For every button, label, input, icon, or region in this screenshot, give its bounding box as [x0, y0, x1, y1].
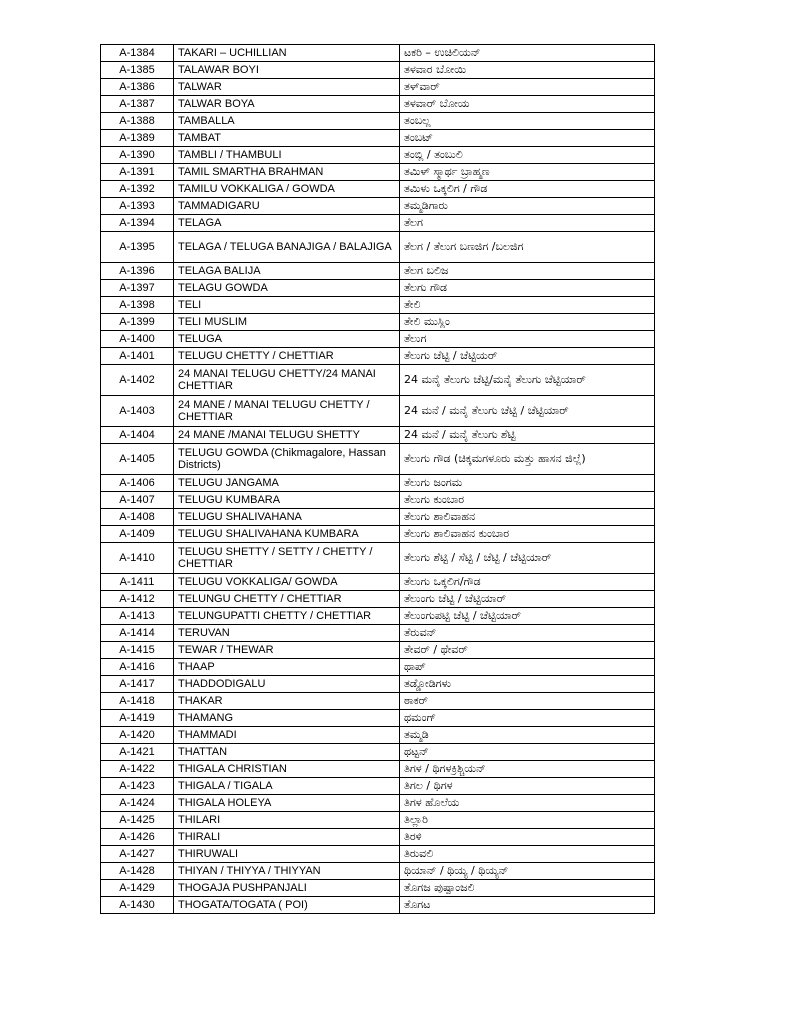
table-row [101, 880, 655, 897]
caste-name-english-cell: TERUVAN [174, 625, 400, 642]
caste-name-kannada-cell: ತಳವಾರ ಬೋಯಿ [400, 62, 655, 79]
caste-name-english-cell: THOGAJA PUSHPANJALI [174, 880, 400, 897]
caste-name-kannada-cell: ತೆಲುಗು ಜಂಗಮ [400, 475, 655, 492]
caste-code-cell: A-1394 [101, 215, 174, 232]
caste-name-english-cell: TAMILU VOKKALIGA / GOWDA [174, 181, 400, 198]
caste-name-english-cell: 24 MANAI TELUGU CHETTY/24 MANAI CHETTIAR [174, 365, 400, 396]
caste-code-cell: A-1392 [101, 181, 174, 198]
caste-name-english-cell: TAKARI – UCHILLIAN [174, 45, 400, 62]
caste-name-kannada-cell: ತೊಗಟ [400, 897, 655, 914]
table-row [101, 761, 655, 778]
table-row [101, 543, 655, 574]
caste-name-kannada-cell: ತಂಬ್ಲಿ / ತಂಬುಲಿ [400, 147, 655, 164]
caste-name-kannada-cell: ತಿಗಳ ಹೊಲೆಯ [400, 795, 655, 812]
caste-code-cell: A-1395 [101, 232, 174, 263]
caste-code-cell: A-1424 [101, 795, 174, 812]
caste-name-kannada-cell: ತೇಲಿ [400, 297, 655, 314]
caste-name-kannada-cell: ತೆಲುಗು ಗೌಡ (ಚಿಕ್ಕಮಗಳೂರು ಮತ್ತು ಹಾಸನ ಜಿಲ್ಲೆ) [400, 444, 655, 475]
caste-name-kannada-cell: ತೆಲಗ ಬಲಿಜ [400, 263, 655, 280]
caste-code-cell: A-1386 [101, 79, 174, 96]
caste-name-kannada-cell: ಟಕರಿ – ಉಚಿಲಿಯನ್ [400, 45, 655, 62]
caste-name-english-cell: TELAGA BALIJA [174, 263, 400, 280]
caste-name-english-cell: TELUGA [174, 331, 400, 348]
table-row [101, 608, 655, 625]
caste-code-cell: A-1407 [101, 492, 174, 509]
caste-name-kannada-cell: ತೆರುವನ್ [400, 625, 655, 642]
caste-name-kannada-cell: ತಡ್ಡೋಡಿಗಳು [400, 676, 655, 693]
caste-code-cell: A-1391 [101, 164, 174, 181]
caste-code-cell: A-1427 [101, 846, 174, 863]
table-row [101, 147, 655, 164]
table-row [101, 863, 655, 880]
caste-code-cell: A-1426 [101, 829, 174, 846]
caste-code-cell: A-1423 [101, 778, 174, 795]
caste-code-cell: A-1430 [101, 897, 174, 914]
caste-name-english-cell: TAMBALLA [174, 113, 400, 130]
caste-name-kannada-cell: ಥಿಯಾನ್ / ಥಿಯ್ಯ / ಥಿಯ್ಯನ್ [400, 863, 655, 880]
caste-name-english-cell: THATTAN [174, 744, 400, 761]
caste-name-kannada-cell: ತೆಲುಗು ಶಾಲಿವಾಹನ ಕುಂಬಾರ [400, 526, 655, 543]
table-row [101, 795, 655, 812]
caste-code-cell: A-1393 [101, 198, 174, 215]
caste-code-cell: A-1401 [101, 348, 174, 365]
table-row [101, 475, 655, 492]
caste-name-kannada-cell: ತಮಿಳು ಒಕ್ಕಲಿಗ / ಗೌಡ [400, 181, 655, 198]
table-row [101, 79, 655, 96]
caste-name-kannada-cell: ತಮಿಳ್ ಸ್ಮಾರ್ಥ ಬ್ರಾಹ್ಮಣ [400, 164, 655, 181]
caste-code-cell: A-1416 [101, 659, 174, 676]
caste-name-kannada-cell: 24 ಮನೆ / ಮನೈ ತೆಲುಗು ಚೆಟ್ಟಿ / ಚೆಟ್ಟಿಯಾರ್ [400, 396, 655, 427]
caste-code-cell: A-1425 [101, 812, 174, 829]
caste-code-cell: A-1420 [101, 727, 174, 744]
table-row [101, 897, 655, 914]
caste-code-cell: A-1406 [101, 475, 174, 492]
caste-name-english-cell: TAMMADIGARU [174, 198, 400, 215]
caste-code-cell: A-1398 [101, 297, 174, 314]
caste-name-english-cell: THIYAN / THIYYA / THIYYAN [174, 863, 400, 880]
table-row [101, 744, 655, 761]
caste-name-english-cell: TELI MUSLIM [174, 314, 400, 331]
caste-name-english-cell: TELI [174, 297, 400, 314]
caste-name-english-cell: TELUNGUPATTI CHETTY / CHETTIAR [174, 608, 400, 625]
caste-name-kannada-cell: ಠಾಕರ್ [400, 693, 655, 710]
caste-name-kannada-cell: ತಳವಾರ್ ಬೋಯ [400, 96, 655, 113]
caste-name-english-cell: TELUGU CHETTY / CHETTIAR [174, 348, 400, 365]
table-row [101, 365, 655, 396]
caste-code-cell: A-1412 [101, 591, 174, 608]
table-row [101, 492, 655, 509]
caste-name-english-cell: TAMBAT [174, 130, 400, 147]
caste-code-cell: A-1404 [101, 427, 174, 444]
caste-code-cell: A-1408 [101, 509, 174, 526]
caste-name-kannada-cell: 24 ಮನೈ ತೆಲುಗು ಚೆಟ್ಟಿ/ಮನೈ ತೆಲುಗು ಚೆಟ್ಟಿಯಾರ್ [400, 365, 655, 396]
caste-code-cell: A-1422 [101, 761, 174, 778]
table-row [101, 181, 655, 198]
caste-code-cell: A-1389 [101, 130, 174, 147]
caste-name-english-cell: THOGATA/TOGATA ( POI) [174, 897, 400, 914]
caste-name-kannada-cell: 24 ಮನೆ / ಮನೈ ತೆಲುಗು ಶೆಟ್ಟಿ [400, 427, 655, 444]
caste-name-kannada-cell: ತಿಲ್ಲಾರಿ [400, 812, 655, 829]
caste-name-kannada-cell: ತಮ್ಮಡಿ [400, 727, 655, 744]
caste-name-english-cell: TELAGA [174, 215, 400, 232]
table-row [101, 198, 655, 215]
table-row [101, 693, 655, 710]
caste-code-cell: A-1419 [101, 710, 174, 727]
caste-name-kannada-cell: ತೆಲಗು ಗೌಡ [400, 280, 655, 297]
table-row [101, 348, 655, 365]
caste-code-cell: A-1399 [101, 314, 174, 331]
caste-code-cell: A-1429 [101, 880, 174, 897]
caste-name-english-cell: TALWAR BOYA [174, 96, 400, 113]
caste-name-english-cell: TELUNGU CHETTY / CHETTIAR [174, 591, 400, 608]
caste-code-cell: A-1387 [101, 96, 174, 113]
caste-name-english-cell: TEWAR / THEWAR [174, 642, 400, 659]
table-row [101, 625, 655, 642]
table-row [101, 846, 655, 863]
caste-code-cell: A-1409 [101, 526, 174, 543]
caste-name-kannada-cell: ತಿಗಲ / ಥಿಗಳ [400, 778, 655, 795]
table-row [101, 659, 655, 676]
caste-name-kannada-cell: ತೆಲಗ [400, 215, 655, 232]
caste-name-english-cell: TELUGU SHETTY / SETTY / CHETTY / CHETTIAR [174, 543, 400, 574]
caste-name-english-cell: THADDODIGALU [174, 676, 400, 693]
caste-name-kannada-cell: ಥಮಂಗ್ [400, 710, 655, 727]
caste-name-kannada-cell: ತಿರುವಲಿ [400, 846, 655, 863]
caste-code-cell: A-1410 [101, 543, 174, 574]
table-row [101, 444, 655, 475]
caste-code-cell: A-1421 [101, 744, 174, 761]
table-row [101, 727, 655, 744]
table-row [101, 427, 655, 444]
table-row [101, 263, 655, 280]
caste-name-kannada-cell: ಥಟ್ಟನ್ [400, 744, 655, 761]
caste-name-english-cell: 24 MANE /MANAI TELUGU SHETTY [174, 427, 400, 444]
caste-code-cell: A-1396 [101, 263, 174, 280]
table-row [101, 130, 655, 147]
caste-name-english-cell: TELUGU KUMBARA [174, 492, 400, 509]
table-row [101, 710, 655, 727]
table-row [101, 812, 655, 829]
table-row [101, 45, 655, 62]
caste-name-english-cell: TELAGU GOWDA [174, 280, 400, 297]
caste-name-english-cell: TELUGU VOKKALIGA/ GOWDA [174, 574, 400, 591]
caste-code-cell: A-1418 [101, 693, 174, 710]
caste-name-english-cell: TALWAR [174, 79, 400, 96]
caste-name-english-cell: TELUGU SHALIVAHANA [174, 509, 400, 526]
table-row [101, 232, 655, 263]
caste-code-cell: A-1402 [101, 365, 174, 396]
caste-code-cell: A-1414 [101, 625, 174, 642]
caste-name-english-cell: THIGALA CHRISTIAN [174, 761, 400, 778]
caste-code-cell: A-1385 [101, 62, 174, 79]
caste-name-english-cell: TELUGU JANGAMA [174, 475, 400, 492]
caste-name-english-cell: THILARI [174, 812, 400, 829]
caste-name-english-cell: THAKAR [174, 693, 400, 710]
caste-name-english-cell: TAMIL SMARTHA BRAHMAN [174, 164, 400, 181]
table-row [101, 396, 655, 427]
caste-name-kannada-cell: ತೆಲುಂಗುಪಟ್ಟಿ ಚೆಟ್ಟಿ / ಚೆಟ್ಟಿಯಾರ್ [400, 608, 655, 625]
table-row [101, 96, 655, 113]
caste-name-english-cell: TAMBLI / THAMBULI [174, 147, 400, 164]
table-row [101, 314, 655, 331]
table-row [101, 164, 655, 181]
caste-code-cell: A-1400 [101, 331, 174, 348]
caste-code-cell: A-1417 [101, 676, 174, 693]
caste-name-english-cell: THIGALA HOLEYA [174, 795, 400, 812]
caste-name-kannada-cell: ತೆಲಗ / ತೆಲುಗ ಬಣಜಿಗ /ಬಲಜಿಗ [400, 232, 655, 263]
caste-name-kannada-cell: ತೆಲುಗು ಒಕ್ಕಲಿಗ/ಗೌಡ [400, 574, 655, 591]
caste-name-english-cell: THIRUWALI [174, 846, 400, 863]
caste-name-kannada-cell: ತೊಗಜ ಪುಷ್ಪಾಂಜಲಿ [400, 880, 655, 897]
caste-name-kannada-cell: ತಂಬಲ್ಲ [400, 113, 655, 130]
table-row [101, 642, 655, 659]
caste-name-kannada-cell: ಥಾಪ್ [400, 659, 655, 676]
caste-name-kannada-cell: ತಂಬಟ್ [400, 130, 655, 147]
caste-code-cell: A-1384 [101, 45, 174, 62]
table-row [101, 676, 655, 693]
table-row [101, 591, 655, 608]
caste-name-kannada-cell: ತೇವರ್ / ಥೇವರ್ [400, 642, 655, 659]
caste-name-kannada-cell: ತೆಲುಂಗು ಚೆಟ್ಟಿ / ಚೆಟ್ಟಿಯಾರ್ [400, 591, 655, 608]
table-row [101, 509, 655, 526]
table-row [101, 297, 655, 314]
caste-code-cell: A-1411 [101, 574, 174, 591]
caste-code-cell: A-1388 [101, 113, 174, 130]
table-body [101, 45, 655, 914]
caste-name-kannada-cell: ತೆಲುಗು ಶಾಲಿವಾಹನ [400, 509, 655, 526]
caste-code-cell: A-1428 [101, 863, 174, 880]
caste-name-english-cell: THAMMADI [174, 727, 400, 744]
caste-list-table [100, 44, 655, 914]
caste-code-cell: A-1390 [101, 147, 174, 164]
caste-name-kannada-cell: ತೆಲುಗ [400, 331, 655, 348]
caste-name-english-cell: TALAWAR BOYI [174, 62, 400, 79]
caste-name-kannada-cell: ತೇಲಿ ಮುಸ್ಲಿಂ [400, 314, 655, 331]
caste-code-cell: A-1415 [101, 642, 174, 659]
caste-name-kannada-cell: ತಳ್‌ವಾರ್ [400, 79, 655, 96]
caste-name-english-cell: TELUGU SHALIVAHANA KUMBARA [174, 526, 400, 543]
caste-code-cell: A-1413 [101, 608, 174, 625]
caste-name-english-cell: 24 MANE / MANAI TELUGU CHETTY / CHETTIAR [174, 396, 400, 427]
caste-name-english-cell: THAMANG [174, 710, 400, 727]
caste-name-english-cell: THIGALA / TIGALA [174, 778, 400, 795]
table-row [101, 113, 655, 130]
caste-name-kannada-cell: ತಿರಳಿ [400, 829, 655, 846]
caste-code-cell: A-1397 [101, 280, 174, 297]
caste-name-english-cell: TELAGA / TELUGA BANAJIGA / BALAJIGA [174, 232, 400, 263]
caste-name-kannada-cell: ತೆಲುಗು ಚೆಟ್ಟಿ / ಚೆಟ್ಟಿಯರ್ [400, 348, 655, 365]
table-row [101, 526, 655, 543]
caste-name-english-cell: THIRALI [174, 829, 400, 846]
caste-name-english-cell: TELUGU GOWDA (Chikmagalore, Hassan Districts) [174, 444, 400, 475]
table-row [101, 829, 655, 846]
table-row [101, 574, 655, 591]
table-row [101, 215, 655, 232]
table-row [101, 62, 655, 79]
caste-name-kannada-cell: ತಿಗಳ / ಥಿಗಳಕ್ರಿಶ್ಚಿಯನ್ [400, 761, 655, 778]
table-row [101, 280, 655, 297]
caste-name-kannada-cell: ತಮ್ಮಡಿಗಾರು [400, 198, 655, 215]
caste-name-kannada-cell: ತೆಲುಗು ಶೆಟ್ಟಿ / ಸೆಟ್ಟಿ / ಚೆಟ್ಟಿ / ಚೆಟ್ಟಿಯಾರ್ [400, 543, 655, 574]
caste-name-kannada-cell: ತೆಲುಗು ಕುಂಬಾರ [400, 492, 655, 509]
caste-code-cell: A-1405 [101, 444, 174, 475]
caste-name-english-cell: THAAP [174, 659, 400, 676]
caste-code-cell: A-1403 [101, 396, 174, 427]
table-row [101, 331, 655, 348]
table-row [101, 778, 655, 795]
